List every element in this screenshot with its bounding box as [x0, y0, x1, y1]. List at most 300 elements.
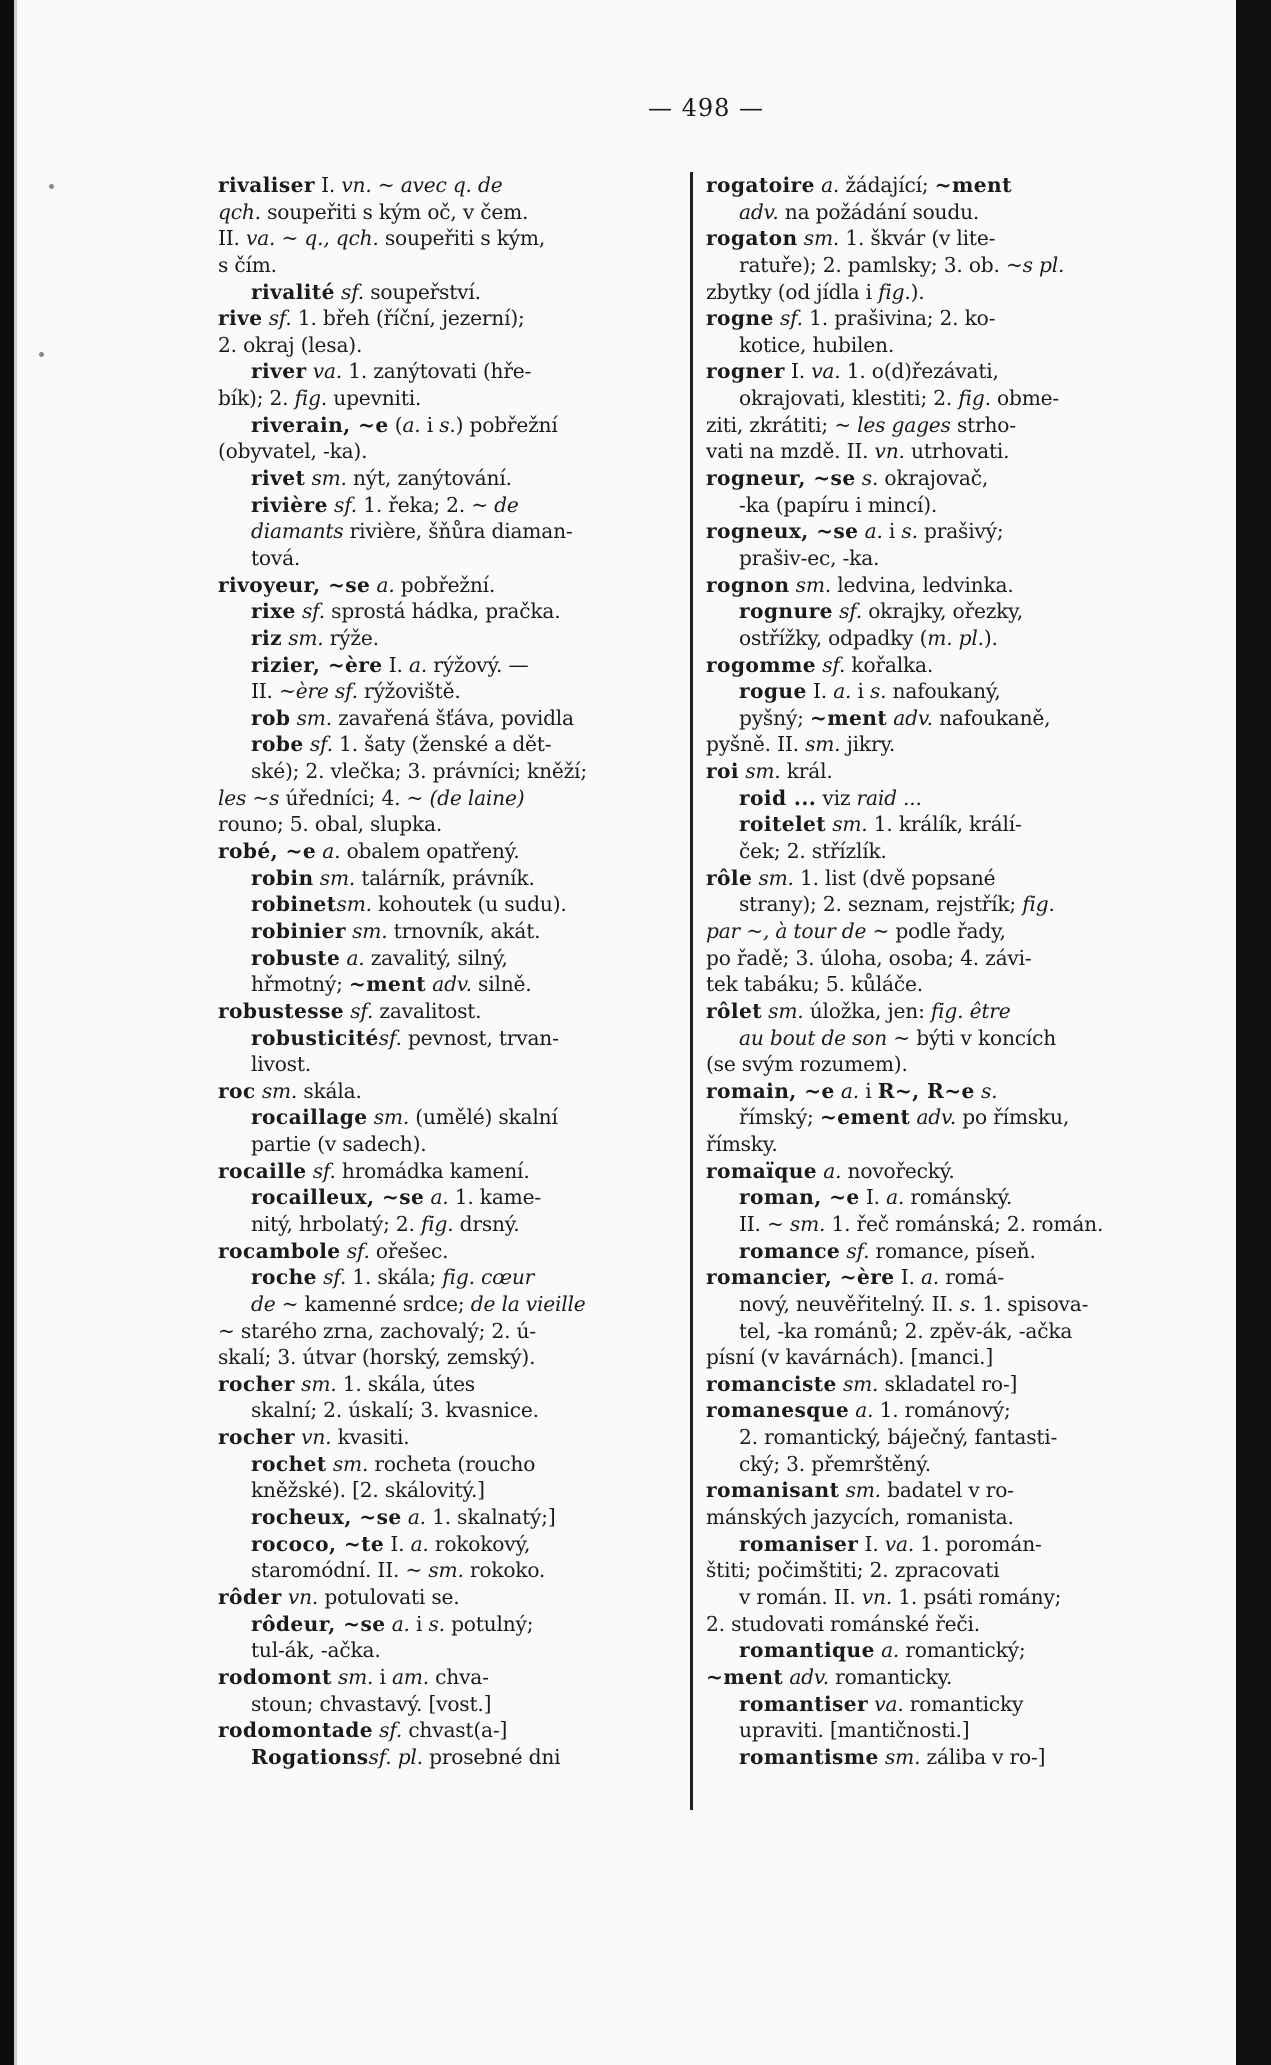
definition-text: ostřížky, odpadky ( [739, 625, 928, 650]
definition-text: prašiv-ec, -ka. [739, 545, 880, 570]
headword: roc [218, 1078, 256, 1103]
grammar-label: les ~s [218, 785, 280, 810]
grammar-label: au bout de son ~ [739, 1025, 910, 1050]
dictionary-line [706, 252, 1172, 279]
headword: roi [706, 759, 739, 784]
definition-text: ( [388, 412, 403, 437]
grammar-label: sf. [822, 652, 846, 677]
dictionary-line [706, 1611, 1172, 1638]
grammar-label: vn. [874, 439, 905, 464]
definition-text: I. [859, 1185, 887, 1210]
dictionary-line [706, 1158, 1172, 1185]
definition-text: chva- [428, 1664, 489, 1689]
specks [49, 184, 54, 189]
grammar-label: vn. ~ avec q. de [341, 173, 503, 197]
grammar-label: par ~, à tour de ~ [706, 918, 890, 943]
grammar-label: s. [869, 679, 887, 704]
headword: rôle [706, 865, 753, 890]
dictionary-line [218, 1744, 684, 1771]
grammar-label: sf. [312, 1158, 336, 1183]
grammar-label: sm. [758, 865, 794, 890]
definition-text: 1. o(d)řezávati, [840, 359, 999, 384]
dictionary-line [706, 1318, 1172, 1345]
headword: romaïque [706, 1158, 818, 1183]
dictionary-line [218, 918, 684, 945]
dictionary-line [706, 1584, 1172, 1611]
definition-text: strho- [950, 412, 1016, 437]
grammar-label: fig. [878, 279, 911, 304]
headword: romain, ~e [706, 1078, 835, 1103]
definition-text: okrajovati, klestiti; 2. [739, 386, 959, 411]
headword: romanciste [706, 1371, 837, 1396]
headword: rogneux, ~se [706, 519, 859, 544]
dictionary-line [218, 225, 684, 252]
definition-text: strany); 2. seznam, rejstřík; [739, 892, 1023, 917]
definition-text: drsný. [453, 1211, 520, 1236]
definition-text: románský. [904, 1185, 1013, 1210]
dictionary-line [706, 1264, 1172, 1291]
grammar-label: vn. [301, 1425, 332, 1450]
headword: rodomontade [218, 1718, 373, 1743]
dictionary-line [218, 785, 684, 812]
headword: romantiser [739, 1691, 869, 1716]
grammar-label: fig. être [930, 998, 1011, 1023]
definition-text: sprostá hádka, pračka. [324, 599, 561, 624]
grammar-label: m. pl. [927, 625, 984, 650]
definition-text: obalem opatřený. [340, 839, 520, 864]
definition-text: 1. psáti romány; [892, 1584, 1062, 1609]
dictionary-line [218, 1158, 684, 1185]
grammar-label: de ~ [251, 1291, 299, 1316]
grammar-label: sf. [268, 306, 292, 331]
dictionary-line [706, 465, 1172, 492]
dictionary-line [218, 652, 684, 679]
dictionary-line [706, 1078, 1172, 1105]
dictionary-line [706, 1744, 1172, 1771]
headword: romanisant [706, 1478, 840, 1503]
dictionary-line [706, 279, 1172, 306]
dictionary-line [218, 891, 684, 918]
definition-text: pyšně. II. [706, 732, 806, 757]
grammar-label: a. [886, 1185, 905, 1210]
dictionary-line [706, 731, 1172, 758]
grammar-label: va. [884, 1531, 915, 1556]
headword: romaniser [739, 1531, 859, 1556]
dictionary-line [218, 731, 684, 758]
definition-text: (obyvatel, -ka). [218, 439, 368, 464]
dictionary-line [218, 1184, 684, 1211]
grammar-label: am. [391, 1664, 429, 1689]
grammar-label: va. ~ q., qch. [245, 226, 379, 251]
definition-text: chvast(a-] [402, 1718, 508, 1743]
dictionary-line [706, 172, 1172, 199]
dictionary-line [218, 518, 684, 545]
headword: rocher [218, 1371, 295, 1396]
dictionary-line [706, 758, 1172, 785]
dictionary-line [218, 1557, 684, 1584]
dictionary-line [706, 412, 1172, 439]
headword: roid ... [739, 785, 817, 810]
dictionary-line [706, 1291, 1172, 1318]
grammar-label: a. [410, 1531, 429, 1556]
definition-text: úředníci; 4. [279, 785, 407, 810]
headword: rocambole [218, 1238, 341, 1263]
dictionary-line [218, 1025, 684, 1052]
definition-text: soupeřiti s kým, [378, 226, 546, 251]
definition-text: okrajky, ořezky, [862, 599, 1023, 624]
dictionary-line [218, 1664, 684, 1691]
grammar-label: va. [874, 1691, 904, 1716]
headword: rococo, ~te [251, 1531, 385, 1556]
definition-text: 1. břeh (říční, jezerní); [291, 306, 525, 331]
dictionary-line [706, 332, 1172, 359]
definition-text: potulný; [444, 1611, 534, 1636]
dictionary-line [218, 1344, 684, 1371]
dictionary-line [706, 705, 1172, 732]
headword: rocailleux, ~se [251, 1185, 425, 1210]
grammar-label: vn. [861, 1584, 893, 1609]
dictionary-line [218, 1691, 684, 1718]
headword: robusticité [251, 1025, 379, 1050]
definition-text: skalní; 2. úskalí; 3. kvasnice. [251, 1398, 539, 1423]
grammar-label: sf. [334, 492, 357, 517]
grammar-label: sm. [332, 1451, 369, 1476]
headword: rob [251, 705, 291, 730]
grammar-label: s. [981, 1078, 998, 1103]
headword: rodomont [218, 1664, 332, 1689]
definition-text: 1. skála; [346, 1265, 443, 1290]
definition-text: I. [784, 359, 812, 384]
definition-text: rokokový, [428, 1531, 531, 1556]
definition-text: 1. šaty (ženské a dět- [332, 732, 552, 757]
definition-text: kotice, hubilen. [739, 332, 895, 357]
dictionary-line [218, 1531, 684, 1558]
definition-text: podle řady, [889, 918, 1006, 943]
definition-text: silně. [471, 972, 532, 997]
dictionary-line [706, 785, 1172, 812]
dictionary-line [218, 865, 684, 892]
definition-text: ledvina, ledvinka. [830, 572, 1014, 597]
grammar-label: sm. [803, 226, 840, 251]
definition-text: i [409, 1611, 429, 1636]
definition-text: ). [983, 625, 998, 650]
dictionary-line [706, 1397, 1172, 1424]
dictionary-line [706, 438, 1172, 465]
definition-text: štiti; počimštiti; 2. zpracovati [706, 1558, 1000, 1583]
dictionary-line [706, 1371, 1172, 1398]
headword: roman, ~e [739, 1185, 860, 1210]
dictionary-line [218, 1238, 684, 1265]
grammar-label: a. [407, 1505, 426, 1530]
definition-text: I. [384, 1531, 411, 1556]
headword: ~ment [348, 972, 427, 997]
grammar-label: fig. [958, 386, 991, 411]
grammar-label: sf. pl. [368, 1744, 423, 1769]
dictionary-line [706, 1238, 1172, 1265]
grammar-label: fig. cœur [442, 1265, 535, 1290]
grammar-label: a. [855, 1398, 874, 1423]
headword: rizier, ~ère [251, 652, 383, 677]
definition-text: 1. kame- [448, 1185, 541, 1210]
headword: riverain, ~e [251, 412, 389, 437]
definition-text: romanticky. [828, 1664, 953, 1689]
grammar-label: sm. [845, 1478, 881, 1503]
dictionary-line [706, 358, 1172, 385]
grammar-label: sm. [296, 705, 332, 730]
definition-text: rouno; 5. obal, slupka. [218, 812, 443, 837]
definition-text: trnovník, akát. [387, 918, 541, 943]
definition-text: býti v koncích [910, 1025, 1057, 1050]
definition-text: 1. list (dvě popsané [793, 865, 996, 890]
definition-text: I. [894, 1265, 921, 1290]
dictionary-line [706, 518, 1172, 545]
dictionary-line [706, 1531, 1172, 1558]
grammar-label: sm. [805, 732, 841, 757]
definition-text: I. [806, 679, 834, 704]
dictionary-line [218, 279, 684, 306]
definition-text: ské); 2. vlečka; 3. právníci; kněží; [251, 759, 587, 784]
definition-text: staromódní. II. [251, 1558, 406, 1583]
dictionary-line [706, 305, 1172, 332]
definition-text: soupeřiti s kým oč, v čem. [260, 199, 529, 224]
definition-text: ). [910, 279, 925, 304]
headword: ~ement [819, 1105, 911, 1130]
definition-text: nový, neuvěřitelný. II. [739, 1291, 960, 1316]
headword: rivalité [251, 279, 335, 304]
dictionary-line [706, 1451, 1172, 1478]
dictionary-line [218, 1397, 684, 1424]
definition-text: bík); 2. [218, 386, 295, 411]
dictionary-line [706, 545, 1172, 572]
definition-text: (se svým rozumem). [706, 1052, 908, 1077]
definition-text: 1. skála, útes [336, 1371, 475, 1396]
grammar-label: ~ sm. [405, 1558, 464, 1583]
definition-text: livost. [251, 1052, 311, 1077]
definition-text: zavalitý, silný, [364, 945, 508, 970]
definition-text: skalí; 3. útvar (horský, zemský). [218, 1345, 536, 1370]
definition-text: písní (v kavárnách). [manci.] [706, 1345, 994, 1370]
headword: rogatoire [706, 173, 815, 197]
dictionary-line [218, 971, 684, 998]
dictionary-line [218, 1078, 684, 1105]
dictionary-line [706, 1131, 1172, 1158]
headword: rochet [251, 1451, 327, 1476]
definition-text: rokoko. [463, 1558, 546, 1583]
dictionary-line [706, 1211, 1172, 1238]
grammar-label: sf. [779, 306, 803, 331]
grammar-label: diamants [251, 519, 344, 544]
grammar-label: sf. [379, 1718, 403, 1743]
grammar-label: qch. [218, 199, 261, 224]
grammar-label: sf. [309, 732, 333, 757]
definition-text: II. [251, 679, 279, 704]
definition-text: kohoutek (u sudu). [371, 892, 567, 917]
grammar-label: sm. [832, 812, 868, 837]
definition-text: II. [739, 1211, 767, 1236]
definition-text: pevnost, trvan- [401, 1025, 559, 1050]
dictionary-line [706, 385, 1172, 412]
dictionary-line [706, 492, 1172, 519]
dictionary-line [706, 811, 1172, 838]
headword: rogneur, ~se [706, 466, 856, 491]
definition-text: prašivý; [917, 519, 1004, 544]
dictionary-line [706, 998, 1172, 1025]
definition-text: i [373, 1664, 392, 1689]
definition-text: 2. romantický, báječný, fantasti- [739, 1425, 1058, 1450]
grammar-label: a. [402, 412, 421, 437]
dictionary-line [706, 652, 1172, 679]
definition-text: zbytky (od jídla i [706, 279, 879, 304]
dictionary-line [218, 1611, 684, 1638]
headword: riz [251, 625, 282, 650]
grammar-label: a. [391, 1611, 410, 1636]
definition-text: nýt, zanýtování. [346, 466, 512, 491]
definition-text: okrajovač, [878, 466, 989, 491]
definition-text: pobřežní. [394, 572, 496, 597]
definition-text: rýže. [323, 625, 379, 650]
grammar-label: sm. [288, 625, 324, 650]
grammar-label: sf. [350, 998, 374, 1023]
dictionary-line [218, 545, 684, 572]
definition-text: viz [816, 785, 857, 810]
dictionary-line [706, 971, 1172, 998]
grammar-label: a. [920, 1265, 939, 1290]
grammar-label: adv. [739, 199, 779, 224]
dictionary-line [706, 945, 1172, 972]
dictionary-line [218, 1051, 684, 1078]
grammar-label: adv. [916, 1105, 957, 1130]
definition-text: upevniti. [327, 386, 422, 411]
grammar-label: adv. [789, 1664, 829, 1689]
dictionary-line [218, 1104, 684, 1131]
dictionary-line [218, 598, 684, 625]
definition-text: 1. románový; [873, 1398, 1011, 1423]
grammar-label: s. [428, 1611, 445, 1636]
grammar-label: sm. [745, 759, 781, 784]
headword: ~ment [809, 705, 888, 730]
dictionary-line [706, 678, 1172, 705]
headword: rivaliser [218, 173, 315, 197]
definition-text: po římsku, [956, 1105, 1070, 1130]
dictionary-line [706, 225, 1172, 252]
column-divider [690, 172, 693, 1810]
dictionary-line [706, 1025, 1172, 1052]
definition-text: v román. II. [739, 1584, 862, 1609]
dictionary-line [218, 1291, 684, 1318]
definition-text: nafoukaný, [886, 679, 1001, 704]
headword: robin [251, 865, 314, 890]
grammar-label: sm. [352, 918, 388, 943]
definition-text: obme- [990, 386, 1060, 411]
dictionary-line [706, 1504, 1172, 1531]
definition-text: 1. škvár (v lite- [839, 226, 996, 251]
grammar-label: a. [881, 1638, 900, 1663]
dictionary-line [706, 1104, 1172, 1131]
grammar-label: ~ [218, 1318, 235, 1343]
dictionary-line [706, 572, 1172, 599]
dictionary-line [218, 1211, 684, 1238]
definition-text: 1. poromán- [914, 1531, 1042, 1556]
definition-text: romanticky [903, 1691, 1024, 1716]
grammar-label: fig. [1022, 892, 1055, 917]
definition-text: soupeřství. [363, 279, 481, 304]
grammar-label: va. [312, 359, 342, 384]
headword: roitelet [739, 812, 826, 837]
grammar-label: de la vieille [470, 1291, 586, 1316]
headword: robé, ~e [218, 839, 317, 864]
headword: rôlet [706, 998, 762, 1023]
definition-text: kamenné srdce; [298, 1291, 471, 1316]
dictionary-line [706, 1717, 1172, 1744]
dictionary-line [218, 252, 684, 279]
grammar-label: sm. [261, 1078, 298, 1103]
definition-text: vati na mzdě. II. [706, 439, 875, 464]
dictionary-line [218, 465, 684, 492]
grammar-label: sm. [842, 1371, 879, 1396]
dictionary-line [218, 1504, 684, 1531]
dictionary-line [218, 1584, 684, 1611]
headword: robe [251, 732, 304, 757]
headword: rocheux, ~se [251, 1505, 402, 1530]
headword: rognon [706, 572, 790, 597]
headword: rivoyeur, ~se [218, 572, 371, 597]
headword: rôder [218, 1584, 282, 1609]
definition-text: 1. zanýtovati (hře- [342, 359, 532, 384]
grammar-label: a. [376, 572, 395, 597]
definition-text: rivière, šňůra diaman- [343, 519, 573, 544]
dictionary-line [706, 1477, 1172, 1504]
definition-text: 1. řeka; 2. [356, 492, 472, 517]
definition-text: skála. [297, 1078, 362, 1103]
definition-text: i [858, 1078, 878, 1103]
definition-text: I. [314, 173, 342, 197]
definition-text: pyšný; [739, 705, 810, 730]
grammar-label: sm. [301, 1371, 337, 1396]
definition-text: rýžoviště. [357, 679, 461, 704]
headword: rive [218, 306, 263, 331]
definition-text: král. [780, 759, 833, 784]
dictionary-line [218, 998, 684, 1025]
dictionary-line [706, 1051, 1172, 1078]
dictionary-line [706, 199, 1172, 226]
definition-text: cký; 3. přemrštěný. [739, 1451, 931, 1476]
grammar-label: sm. [336, 892, 372, 917]
dictionary-line [218, 945, 684, 972]
definition-text: úložka, jen: [803, 998, 931, 1023]
definition-text: upraviti. [mantičnosti.] [739, 1718, 970, 1743]
grammar-label: ~ (de laine) [406, 785, 525, 810]
definition-text: záliba v ro-] [920, 1744, 1046, 1769]
definition-text: romá- [939, 1265, 1005, 1290]
dictionary-line [218, 492, 684, 519]
grammar-label: sm. [373, 1105, 410, 1130]
dictionary-line [218, 838, 684, 865]
dictionary-line [706, 1184, 1172, 1211]
scan-edge [1236, 0, 1271, 2065]
definition-text: (umělé) skalní [409, 1105, 558, 1130]
headword: robuste [251, 945, 341, 970]
grammar-label: sf. [378, 1025, 402, 1050]
headword: robinier [251, 918, 346, 943]
dictionary-line [706, 1637, 1172, 1664]
dictionary-line [706, 625, 1172, 652]
definition-text: utrhovati. [904, 439, 1010, 464]
dictionary-line [706, 1424, 1172, 1451]
definition-text: romantický; [899, 1638, 1026, 1663]
definition-text: partie (v sadech). [251, 1132, 427, 1157]
definition-text: žádající; [839, 173, 935, 197]
dictionary-line [218, 438, 684, 465]
